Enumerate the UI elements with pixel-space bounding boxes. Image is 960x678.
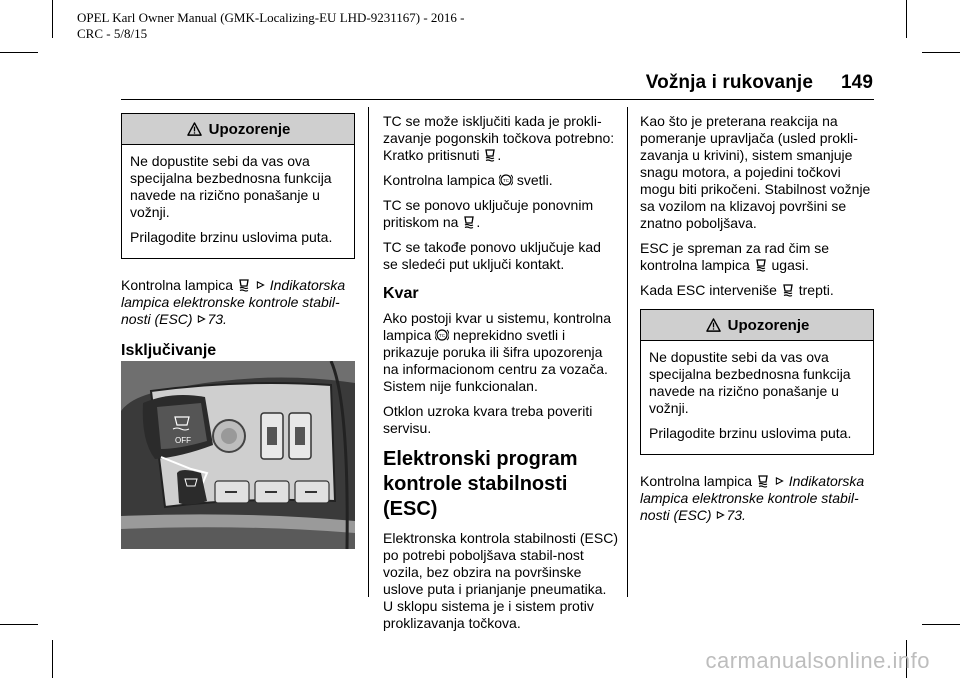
crop-mark — [0, 624, 38, 625]
warning-triangle-icon — [186, 122, 203, 137]
traction-control-off-icon — [237, 278, 251, 292]
text: . — [476, 214, 481, 230]
text: svetli. — [516, 172, 553, 188]
warning-header — [641, 310, 873, 341]
paragraph: Otklon uzroka kvara treba poveriti servisu. — [383, 403, 593, 436]
text: Kontrolna lampica — [121, 277, 234, 293]
svg-text:TC: TC — [502, 178, 509, 183]
text: TC se ponovo uključuje ponovnim pritiskom na — [383, 197, 594, 230]
text: ugasi. — [771, 257, 809, 273]
text: Kada ESC interveniše — [640, 282, 777, 298]
warning-text: Prilagodite brzinu uslovima puta. — [130, 229, 333, 245]
paragraph — [383, 172, 619, 189]
esc-lamp-reference — [640, 473, 874, 524]
section-heading: Elektronski program kontrole stabilnosti (ESC) — [383, 448, 578, 520]
crop-mark — [922, 624, 960, 625]
watermark: carmanualsonline.info — [705, 648, 930, 673]
paragraph — [640, 240, 874, 274]
page-number: 149 — [840, 72, 873, 93]
svg-text:TC: TC — [439, 333, 446, 338]
document-meta: OPEL Karl Owner Manual (GMK-Localizing-EU LHD-9231167) - 2016 - CRC - 5/8/15 — [77, 10, 465, 41]
warning-box — [121, 113, 355, 259]
warning-triangle-icon — [705, 318, 722, 333]
column-1 — [121, 113, 355, 367]
esc-lamp-icon — [756, 474, 770, 488]
text: Kontrolna lampica — [383, 172, 496, 188]
warning-text: Ne dopustite sebi da vas ova specijalna bezbednosna funkcija navede na rizično ponašanje u vožnji. — [130, 153, 332, 220]
tc-lamp-reference — [121, 277, 355, 328]
column-3 — [640, 113, 874, 532]
link-text[interactable]: Indikatorska lampica elektronske kontrole stabil-nosti (ESC) — [121, 277, 346, 327]
traction-control-lamp-icon — [499, 173, 513, 187]
page-reference-icon — [255, 278, 266, 292]
paragraph — [383, 310, 619, 395]
text: Kontrolna lampica — [640, 473, 753, 489]
page-reference-icon — [774, 474, 785, 488]
column-2 — [383, 113, 619, 640]
running-head — [646, 72, 873, 94]
warning-text: Ne dopustite sebi da vas ova specijalna bezbednosna funkcija navede na rizično ponašanje u vožnji. — [649, 349, 851, 416]
section-heading: Isključivanje — [121, 342, 217, 359]
paragraph — [640, 282, 874, 299]
crop-mark — [0, 52, 38, 53]
warning-title: Upozorenje — [208, 120, 291, 138]
warning-title: Upozorenje — [727, 316, 810, 334]
page-reference-icon — [196, 312, 207, 326]
esc-lamp-icon — [754, 258, 768, 272]
paragraph — [383, 113, 619, 164]
link-text[interactable]: Indikatorska lampica elektronske kontrole stabil-nosti (ESC) — [640, 473, 865, 523]
column-divider — [368, 107, 369, 597]
paragraph: Kao što je preterana reakcija na pomeranje upravljača (usled prokli-zavanja u krivini), sistem smanjuje snagu motora, a pojedini točkovi mogu biti prikočeni. Stabilnost vožnje sa vozilom na klizavoj površini se znatno poboljšava. — [640, 113, 871, 231]
paragraph: TC se takođe ponovo uključuje kad se sledeći put uključi kontakt. — [383, 239, 601, 272]
switch-panel-illustration — [121, 361, 355, 549]
header-rule — [121, 99, 874, 100]
warning-body — [122, 145, 354, 258]
esc-lamp-icon — [781, 283, 795, 297]
text: ESC je spreman za rad čim se kontrolna lampica — [640, 240, 830, 273]
traction-control-off-icon — [462, 215, 476, 229]
off-button-label: OFF — [175, 436, 191, 445]
warning-header — [122, 114, 354, 145]
warning-text: Prilagodite brzinu uslovima puta. — [649, 425, 852, 441]
crop-mark — [52, 0, 53, 38]
crop-mark — [52, 640, 53, 678]
text: . — [497, 147, 502, 163]
page-link[interactable]: 73. — [726, 507, 746, 523]
text: neprekidno svetli i prikazuje poruka ili šifra upozorenja na informacionom centru za vozača. Sistem nije funkcionalan. — [383, 327, 608, 394]
paragraph — [383, 197, 619, 231]
column-divider — [627, 107, 628, 597]
warning-box — [640, 309, 874, 455]
page-link[interactable]: 73. — [207, 311, 227, 327]
text: TC se može isključiti kada je prokli-zavanje pogonskih točkova potrebno: Kratko pritisnuti — [383, 113, 615, 163]
section-heading: Kvar — [383, 285, 419, 302]
text: trepti. — [798, 282, 834, 298]
crop-mark — [922, 52, 960, 53]
traction-control-off-icon — [483, 148, 497, 162]
traction-control-lamp-icon — [435, 328, 449, 342]
warning-body — [641, 341, 873, 454]
page-reference-icon — [715, 508, 726, 522]
text: Ako postoji kvar u sistemu, kontrolna lampica — [383, 310, 611, 343]
crop-mark — [906, 0, 907, 38]
section-title: Vožnja i rukovanje — [645, 72, 813, 93]
paragraph: Elektronska kontrola stabilnosti (ESC) po potrebi poboljšava stabil-nost vozila, bez obzira na površinske uslove puta i prianjanje pneumatika. U sklopu sistema je i sistem protiv proklizavanja točkova. — [383, 530, 618, 631]
